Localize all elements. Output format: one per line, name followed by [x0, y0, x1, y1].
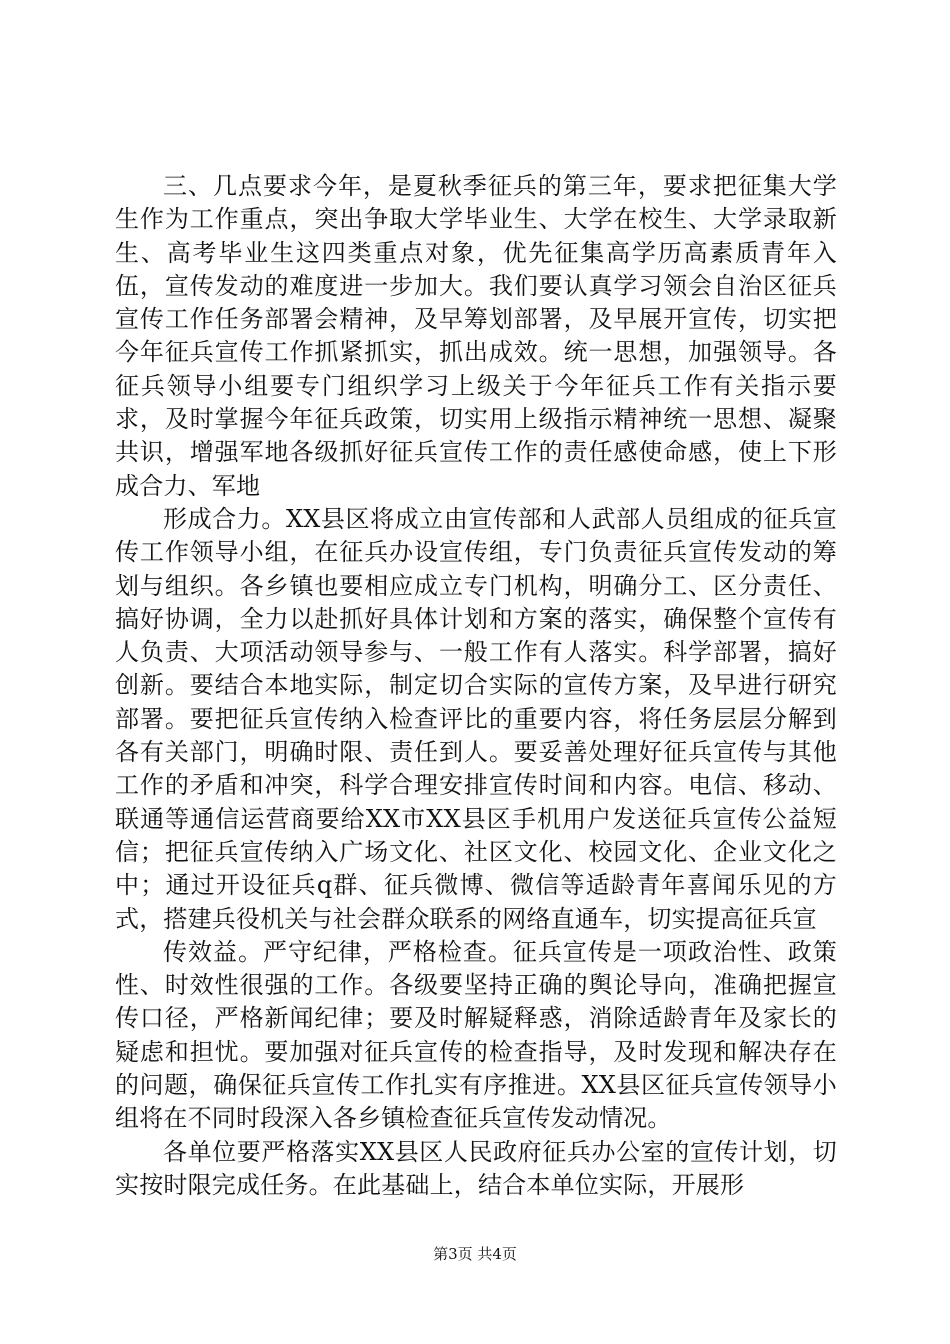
page-number: 第3页 — [433, 1245, 473, 1263]
page-footer — [0, 1244, 950, 1264]
paragraph-1: 三、几点要求今年，是夏秋季征兵的第三年，要求把征集大学生作为工作重点，突出争取大学毕业生、大学在校生、大学录取新生、高考毕业生这四类重点对象，优先征集高学历高素质青年入伍，宣传发动的难度进一步加大。我们要认真学习领会自治区征兵宣传工作任务部署会精神，及早筹划部署，及早展开宣传，切实把今年征兵宣传工作抓紧抓实，抓出成效。统一思想，加强领导。各征兵领导小组要专门组织学习上级关于今年征兵工作有关指示要求，及时掌握今年征兵政策，切实用上级指示精神统一思想、凝聚共识，增强军地各级抓好征兵宣传工作的责任感使命感，使上下形成合力、军地 — [115, 172, 837, 500]
page-total: 共4页 — [477, 1245, 517, 1263]
body-text — [115, 170, 837, 1202]
paragraph-3: 传效益。严守纪律，严格检查。征兵宣传是一项政治性、政策性、时效性很强的工作。各级要坚持正确的舆论导向，准确把握宣传口径，严格新闻纪律；要及时解疑释惑，消除适龄青年及家长的疑虑和担忧。要加强对征兵宣传的检查指导，及时发现和解决存在的问题，确保征兵宣传工作扎实有序推进。XX县区征兵宣传领导小组将在不同时段深入各乡镇检查征兵宣传发动情况。 — [115, 937, 837, 1133]
paragraph-2: 形成合力。XX县区将成立由宣传部和人武部人员组成的征兵宣传工作领导小组，在征兵办设宣传组，专门负责征兵宣传发动的筹划与组织。各乡镇也要相应成立专门机构，明确分工、区分责任、搞好协调，全力以赴抓好具体计划和方案的落实，确保整个宣传有人负责、大项活动领导参与、一般工作有人落实。科学部署，搞好创新。要结合本地实际，制定切合实际的宣传方案，及早进行研究部署。要把征兵宣传纳入检查评比的重要内容，将任务层层分解到各有关部门，明确时限、责任到人。要妥善处理好征兵宣传与其他工作的矛盾和冲突，科学合理安排宣传时间和内容。电信、移动、联通等通信运营商要给XX市XX县区手机用户发送征兵宣传公益短信；把征兵宣传纳入广场文化、社区文化、校园文化、企业文化之中；通过开设征兵q群、征兵微博、微信等适龄青年喜闻乐见的方式，搭建兵役机关与社会群众联系的网络直通车，切实提高征兵宣 — [115, 504, 837, 933]
paragraph-4: 各单位要严格落实XX县区人民政府征兵办公室的宣传计划，切实按时限完成任务。在此基础上，结合本单位实际，开展形 — [115, 1137, 837, 1199]
